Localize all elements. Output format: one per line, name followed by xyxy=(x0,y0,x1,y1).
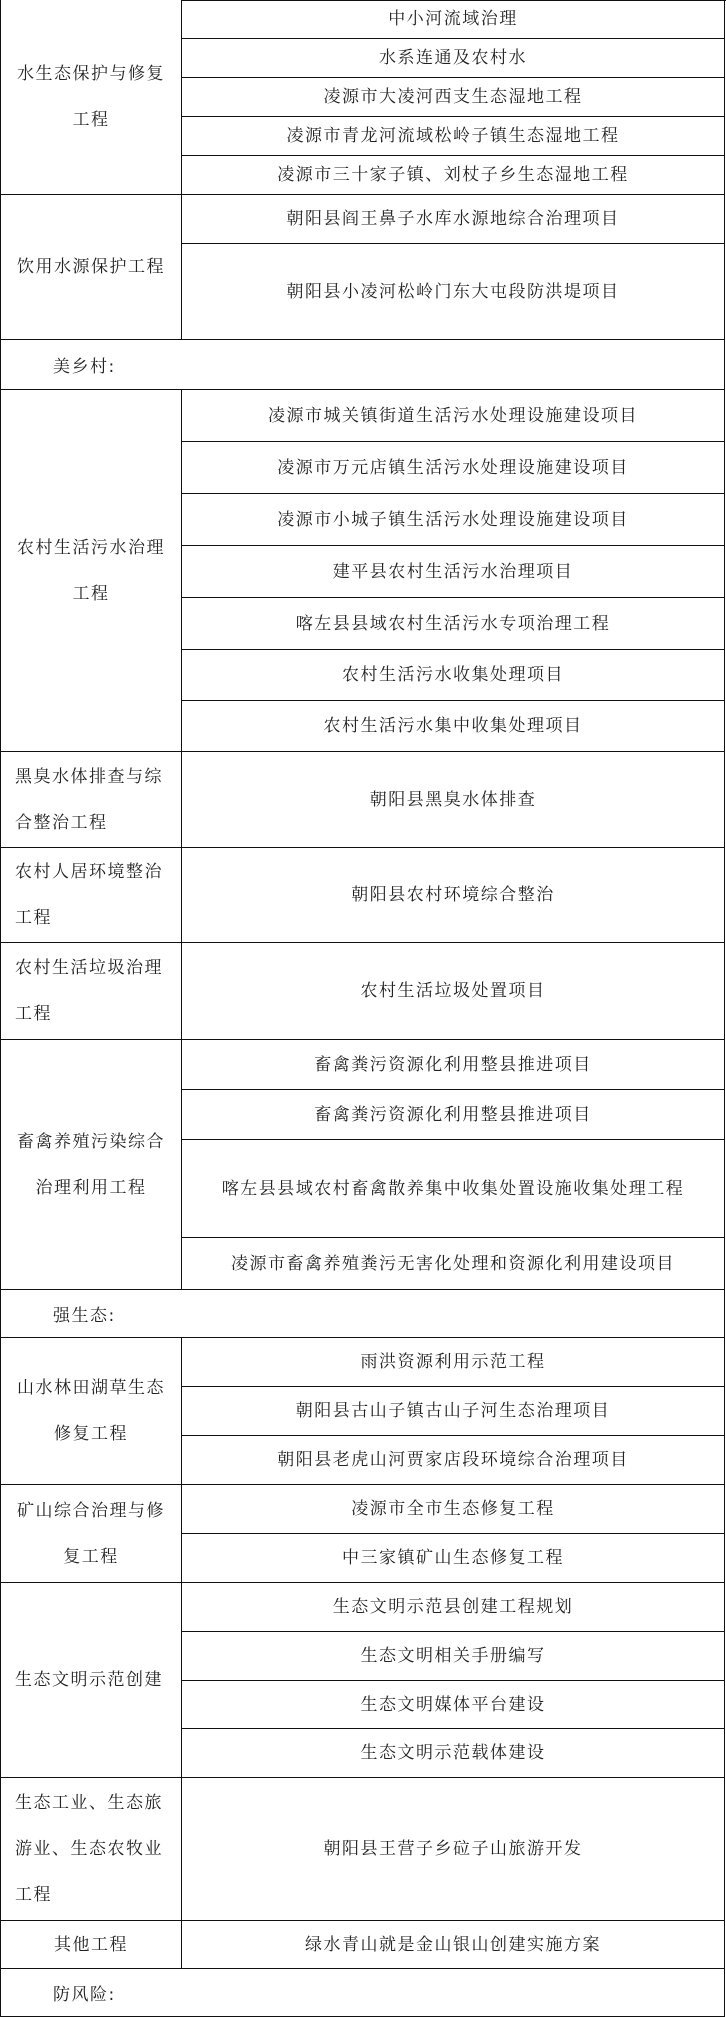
category-rural-sewage xyxy=(0,390,182,752)
table-row xyxy=(182,1040,725,1090)
item-label: 凌源市畜禽养殖粪污无害化处理和资源化利用建设项目 xyxy=(231,1253,675,1274)
item-label: 凌源市城关镇街道生活污水处理设施建设项目 xyxy=(268,405,638,426)
table-row xyxy=(182,1632,725,1681)
category-mine-restoration xyxy=(0,1485,182,1583)
table-row xyxy=(182,1778,725,1921)
table-row xyxy=(182,78,725,117)
item-label: 朝阳县阎王鼻子水库水源地综合治理项目 xyxy=(286,209,620,229)
item-label: 凌源市小城子镇生活污水处理设施建设项目 xyxy=(277,509,629,530)
section-label: 强生态: xyxy=(53,1306,116,1326)
table-row xyxy=(182,1534,725,1583)
category-drinking-water xyxy=(0,195,182,340)
item-label: 凌源市三十家子镇、刘杖子乡生态湿地工程 xyxy=(277,165,629,185)
table-row xyxy=(182,1485,725,1534)
table-row xyxy=(182,943,725,1040)
table-row xyxy=(182,156,725,195)
item-label: 中小河流域治理 xyxy=(388,9,518,29)
item-label: 中三家镇矿山生态修复工程 xyxy=(342,1548,564,1568)
table-row xyxy=(182,546,725,598)
table-row xyxy=(182,1238,725,1290)
table-row xyxy=(182,244,725,340)
item-label: 朝阳县小凌河松岭门东大屯段防洪堤项目 xyxy=(286,281,620,302)
item-label: 朝阳县王营子乡砬子山旅游开发 xyxy=(323,1839,583,1859)
category-rural-garbage xyxy=(0,943,182,1040)
item-label: 生态文明示范县创建工程规划 xyxy=(332,1597,574,1617)
table-row xyxy=(182,650,725,701)
item-label: 朝阳县老虎山河贾家店段环境综合治理项目 xyxy=(277,1450,629,1470)
table-row xyxy=(182,598,725,650)
table-row xyxy=(182,1387,725,1436)
table-row xyxy=(182,117,725,156)
table-row xyxy=(182,1338,725,1387)
table-row xyxy=(182,442,725,494)
table-row xyxy=(182,1140,725,1238)
table-row xyxy=(182,752,725,848)
category-label: 生态文明示范创建 xyxy=(15,1670,163,1690)
table-row xyxy=(182,494,725,546)
item-label: 建平县农村生活污水治理项目 xyxy=(332,561,574,582)
item-label: 畜禽粪污资源化利用整县推进项目 xyxy=(314,1104,592,1125)
table-row xyxy=(182,1921,725,1969)
table-row xyxy=(182,390,725,442)
category-label: 饮用水源保护工程 xyxy=(17,257,165,277)
item-label: 生态文明示范载体建设 xyxy=(360,1743,546,1763)
category-label: 农村人居环境整治工程 xyxy=(15,862,163,928)
category-label: 水生态保护与修复工程 xyxy=(17,64,165,130)
category-other xyxy=(0,1921,182,1969)
table-row xyxy=(182,848,725,943)
category-label: 生态工业、生态旅游业、生态农牧业工程 xyxy=(15,1793,163,1905)
table-row xyxy=(182,1729,725,1778)
table-row xyxy=(182,1436,725,1485)
item-label: 雨洪资源利用示范工程 xyxy=(360,1352,546,1372)
item-label: 绿水青山就是金山银山创建实施方案 xyxy=(305,1934,601,1955)
category-water-ecology xyxy=(0,0,182,195)
item-label: 生态文明相关手册编写 xyxy=(360,1646,546,1666)
item-label: 农村生活垃圾处置项目 xyxy=(360,981,546,1001)
item-label: 凌源市青龙河流域松岭子镇生态湿地工程 xyxy=(286,126,620,146)
category-label: 农村生活垃圾治理工程 xyxy=(15,958,163,1024)
item-label: 凌源市大凌河西支生态湿地工程 xyxy=(323,87,583,107)
table-row xyxy=(182,39,725,78)
category-label: 农村生活污水治理工程 xyxy=(17,537,165,604)
category-label: 山水林田湖草生态修复工程 xyxy=(17,1378,165,1444)
table-row xyxy=(182,701,725,752)
section-header-risk-prevention xyxy=(0,1969,725,2017)
section-label: 防风险: xyxy=(53,1985,116,2005)
table-row xyxy=(182,0,725,39)
table-row xyxy=(182,1090,725,1140)
section-header-strong-ecology xyxy=(0,1290,725,1338)
category-rural-living-environment xyxy=(0,848,182,943)
table-row xyxy=(182,1681,725,1729)
item-label: 农村生活污水集中收集处理项目 xyxy=(323,716,583,736)
section-label: 美乡村: xyxy=(53,357,116,377)
item-label: 农村生活污水收集处理项目 xyxy=(342,665,564,685)
item-label: 凌源市万元店镇生活污水处理设施建设项目 xyxy=(277,457,629,478)
item-label: 朝阳县农村环境综合整治 xyxy=(351,885,555,905)
category-eco-industry xyxy=(0,1778,182,1921)
category-label: 黑臭水体排查与综合整治工程 xyxy=(15,766,163,833)
category-black-odor-water xyxy=(0,752,182,848)
item-label: 喀左县县域农村生活污水专项治理工程 xyxy=(295,613,611,634)
category-livestock-pollution xyxy=(0,1040,182,1290)
item-label: 生态文明媒体平台建设 xyxy=(360,1694,546,1715)
item-label: 朝阳县古山子镇古山子河生态治理项目 xyxy=(295,1401,611,1421)
table-row xyxy=(182,1583,725,1632)
category-label: 其他工程 xyxy=(54,1934,128,1955)
table-row xyxy=(182,195,725,244)
category-mountain-water-restoration xyxy=(0,1338,182,1485)
item-label: 喀左县县域农村畜禽散养集中收集处置设施收集处理工程 xyxy=(221,1178,685,1199)
item-label: 凌源市全市生态修复工程 xyxy=(351,1499,555,1519)
category-eco-civilization xyxy=(0,1583,182,1778)
item-label: 水系连通及农村水 xyxy=(379,48,527,68)
section-header-beautiful-village xyxy=(0,340,725,390)
category-label: 矿山综合治理与修复工程 xyxy=(17,1500,165,1567)
item-label: 畜禽粪污资源化利用整县推进项目 xyxy=(314,1054,592,1075)
category-label: 畜禽养殖污染综合治理利用工程 xyxy=(17,1131,165,1198)
item-label: 朝阳县黑臭水体排查 xyxy=(369,789,537,810)
